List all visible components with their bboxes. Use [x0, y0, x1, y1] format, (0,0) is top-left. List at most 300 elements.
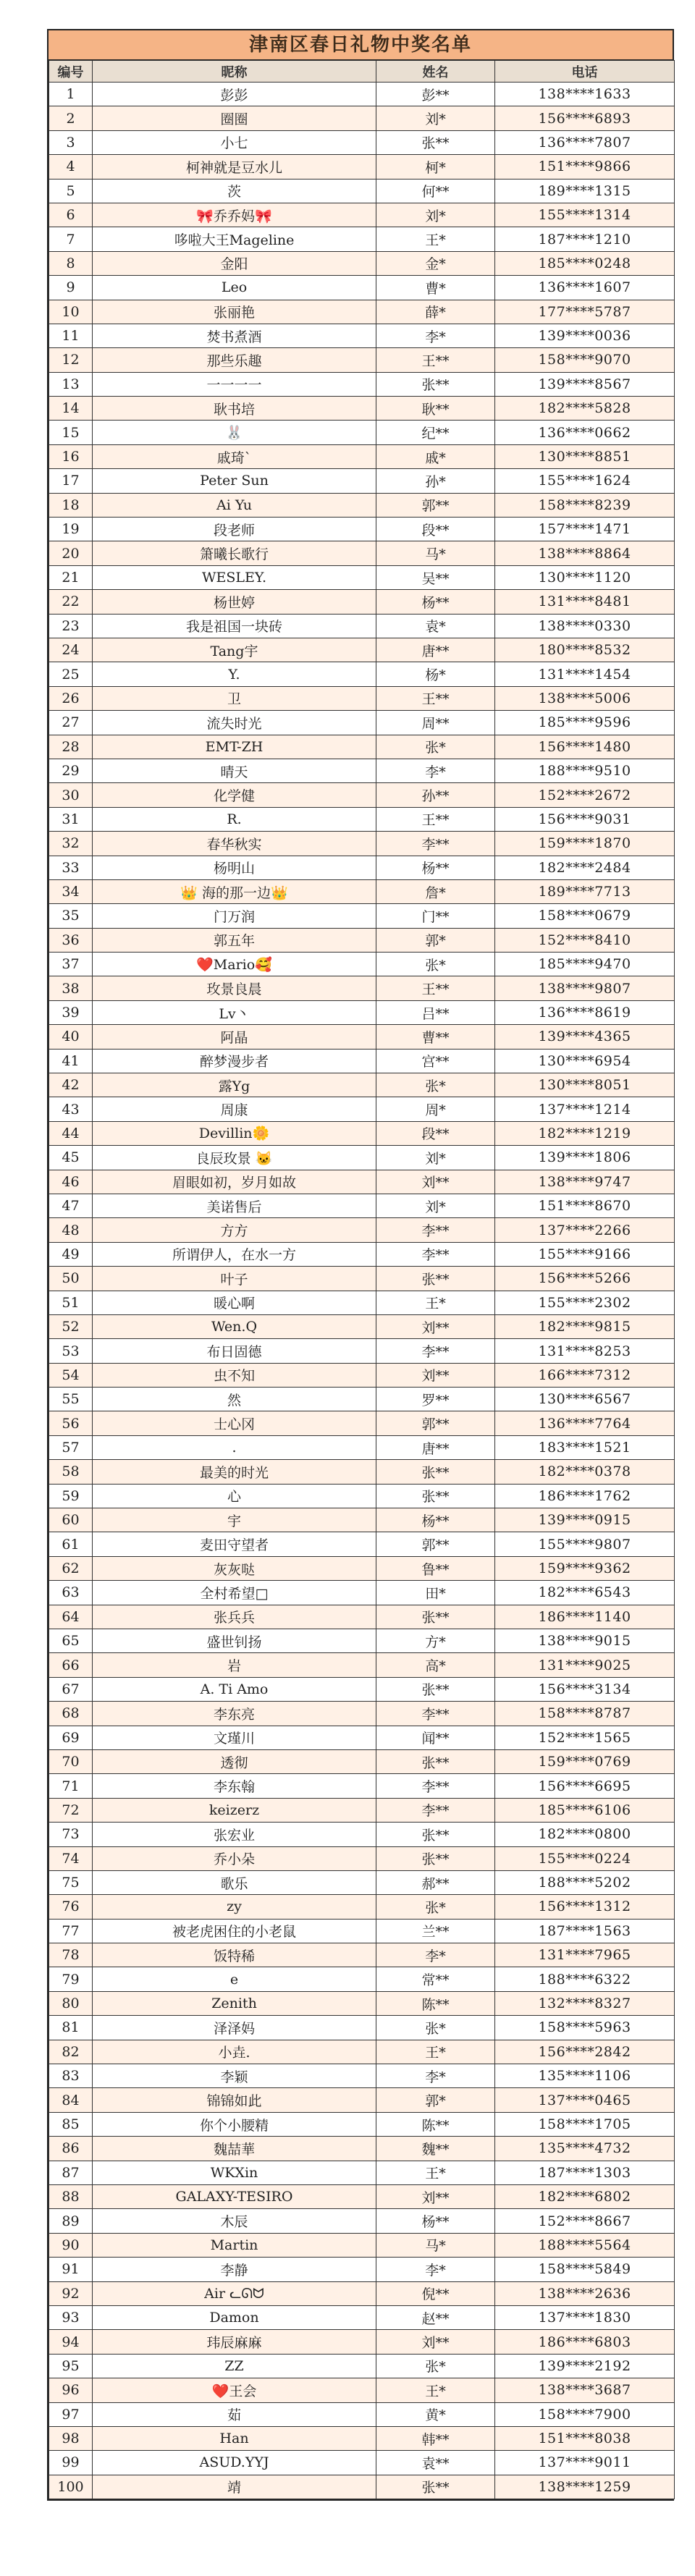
table-row — [49, 904, 675, 928]
cell-phone: 158****7900 — [495, 2402, 675, 2426]
cell-phone: 156****1312 — [495, 1895, 675, 1919]
cell-name: 李* — [376, 2064, 495, 2088]
cell-name: 常** — [376, 1967, 495, 1991]
cell-nickname: EMT-ZH — [93, 735, 376, 759]
table-row — [49, 1870, 675, 1894]
table-row — [49, 2258, 675, 2281]
cell-name: 郭* — [376, 2088, 495, 2112]
cell-number: 88 — [49, 2184, 93, 2208]
cell-nickname: 泽泽妈 — [93, 2016, 376, 2040]
cell-number: 80 — [49, 1991, 93, 2015]
cell-nickname: 露Yg — [93, 1073, 376, 1097]
cell-name: 王* — [376, 1291, 495, 1314]
cell-number: 18 — [49, 493, 93, 517]
table-row — [49, 928, 675, 952]
cell-phone: 138****1259 — [495, 2475, 675, 2499]
cell-phone: 182****2484 — [495, 856, 675, 879]
cell-phone: 187****1303 — [495, 2161, 675, 2184]
cell-name: 李* — [376, 324, 495, 347]
table-row — [49, 300, 675, 324]
cell-number: 45 — [49, 1146, 93, 1170]
cell-number: 46 — [49, 1170, 93, 1194]
cell-name: 李** — [376, 1702, 495, 1726]
cell-nickname: 茨 — [93, 179, 376, 203]
cell-name: 王* — [376, 2040, 495, 2064]
cell-name: 李** — [376, 1798, 495, 1822]
cell-phone: 182****0378 — [495, 1460, 675, 1484]
cell-phone: 138****9807 — [495, 976, 675, 1000]
cell-nickname: 那些乐趣 — [93, 348, 376, 372]
cell-number: 22 — [49, 590, 93, 614]
winner-list-sheet — [47, 29, 674, 2501]
table-row — [49, 686, 675, 710]
table-row — [49, 783, 675, 807]
cell-name: 李** — [376, 1774, 495, 1798]
cell-phone: 139****8567 — [495, 372, 675, 396]
cell-name: 李** — [376, 1242, 495, 1266]
cell-name: 张** — [376, 1267, 495, 1291]
table-row — [49, 1194, 675, 1217]
table-row — [49, 203, 675, 227]
cell-nickname: 🎀乔乔妈🎀 — [93, 203, 376, 227]
cell-phone: 185****6106 — [495, 1798, 675, 1822]
cell-phone: 136****8619 — [495, 1000, 675, 1024]
cell-name: 陈** — [376, 1991, 495, 2015]
cell-name: 周** — [376, 711, 495, 735]
cell-nickname: Ai Yu — [93, 493, 376, 517]
cell-name: 刘** — [376, 1363, 495, 1387]
cell-nickname: 岩 — [93, 1653, 376, 1677]
cell-nickname: 段老师 — [93, 518, 376, 541]
cell-phone: 188****6322 — [495, 1967, 675, 1991]
cell-name: 唐** — [376, 638, 495, 662]
cell-phone: 137****9011 — [495, 2451, 675, 2475]
cell-phone: 155****9807 — [495, 1532, 675, 1556]
cell-phone: 136****0662 — [495, 421, 675, 444]
table-row — [49, 1484, 675, 1508]
cell-nickname: 郭五年 — [93, 928, 376, 952]
cell-name: 李** — [376, 832, 495, 856]
cell-nickname: GALAXY-TESIRO — [93, 2184, 376, 2208]
cell-name: 耿** — [376, 397, 495, 421]
cell-name: 宫** — [376, 1049, 495, 1073]
cell-number: 56 — [49, 1411, 93, 1435]
cell-nickname: Lv丶 — [93, 1000, 376, 1024]
cell-nickname: 李东亮 — [93, 1702, 376, 1726]
cell-nickname: 门万润 — [93, 904, 376, 928]
table-row — [49, 421, 675, 444]
cell-name: 詹* — [376, 879, 495, 903]
cell-name: 吴** — [376, 565, 495, 589]
cell-nickname: 👑 海的那一边👑 — [93, 879, 376, 903]
cell-phone: 182****0800 — [495, 1823, 675, 1846]
cell-number: 81 — [49, 2016, 93, 2040]
cell-name: 刘* — [376, 106, 495, 130]
table-row — [49, 179, 675, 203]
cell-name: 张** — [376, 1484, 495, 1508]
cell-name: 杨** — [376, 590, 495, 614]
table-row — [49, 2451, 675, 2475]
cell-nickname: 我是祖国一块砖 — [93, 614, 376, 638]
cell-phone: 131****8481 — [495, 590, 675, 614]
cell-phone: 139****0036 — [495, 324, 675, 347]
cell-name: 李* — [376, 2258, 495, 2281]
cell-number: 30 — [49, 783, 93, 807]
table-row — [49, 1218, 675, 1242]
cell-number: 44 — [49, 1121, 93, 1145]
cell-phone: 185****9470 — [495, 953, 675, 976]
cell-nickname: 哆啦大王Mageline — [93, 227, 376, 251]
table-row — [49, 1049, 675, 1073]
cell-phone: 135****4732 — [495, 2137, 675, 2161]
table-row — [49, 1895, 675, 1919]
cell-number: 41 — [49, 1049, 93, 1073]
table-row — [49, 106, 675, 130]
cell-number: 32 — [49, 832, 93, 856]
cell-phone: 182****6543 — [495, 1581, 675, 1605]
table-row — [49, 1943, 675, 1967]
cell-phone: 137****1830 — [495, 2305, 675, 2329]
cell-number: 17 — [49, 469, 93, 493]
cell-number: 10 — [49, 300, 93, 324]
table-row — [49, 1411, 675, 1435]
cell-number: 2 — [49, 106, 93, 130]
cell-nickname: 文瑾川 — [93, 1726, 376, 1749]
cell-number: 96 — [49, 2378, 93, 2402]
table-row — [49, 130, 675, 154]
cell-number: 93 — [49, 2305, 93, 2329]
table-row — [49, 1146, 675, 1170]
cell-nickname: WKXin — [93, 2161, 376, 2184]
cell-phone: 151****8670 — [495, 1194, 675, 1217]
cell-nickname: Damon — [93, 2305, 376, 2329]
cell-number: 3 — [49, 130, 93, 154]
cell-phone: 138****3687 — [495, 2378, 675, 2402]
cell-nickname: R. — [93, 807, 376, 831]
cell-number: 70 — [49, 1749, 93, 1773]
cell-nickname: 杨世婷 — [93, 590, 376, 614]
cell-number: 14 — [49, 397, 93, 421]
table-row — [49, 856, 675, 879]
cell-number: 13 — [49, 372, 93, 396]
table-row — [49, 1677, 675, 1701]
table-row — [49, 1073, 675, 1097]
cell-nickname: 透彻 — [93, 1749, 376, 1773]
table-body — [49, 83, 675, 2499]
cell-phone: 189****1315 — [495, 179, 675, 203]
cell-name: 王* — [376, 2161, 495, 2184]
cell-nickname: 士心冈 — [93, 1411, 376, 1435]
table-row — [49, 518, 675, 541]
cell-nickname: 李颖 — [93, 2064, 376, 2088]
cell-number: 90 — [49, 2233, 93, 2257]
cell-name: 李* — [376, 1943, 495, 1967]
cell-name: 薛* — [376, 300, 495, 324]
table-row — [49, 541, 675, 565]
table-row — [49, 2040, 675, 2064]
table-row — [49, 2305, 675, 2329]
table-row — [49, 662, 675, 686]
cell-number: 71 — [49, 1774, 93, 1798]
cell-number: 77 — [49, 1919, 93, 1943]
cell-phone: 132****8327 — [495, 1991, 675, 2015]
cell-number: 47 — [49, 1194, 93, 1217]
cell-name: 王** — [376, 976, 495, 1000]
cell-number: 55 — [49, 1388, 93, 1411]
cell-name: 张** — [376, 1605, 495, 1629]
table-row — [49, 1025, 675, 1049]
cell-number: 85 — [49, 2112, 93, 2136]
cell-name: 彭** — [376, 83, 495, 106]
cell-number: 74 — [49, 1846, 93, 1870]
cell-nickname: 圈圈 — [93, 106, 376, 130]
table-row — [49, 2064, 675, 2088]
cell-name: 郭** — [376, 493, 495, 517]
cell-nickname: 流失时光 — [93, 711, 376, 735]
cell-name: 杨** — [376, 1508, 495, 1532]
cell-number: 72 — [49, 1798, 93, 1822]
table-row — [49, 1967, 675, 1991]
table-row — [49, 469, 675, 493]
cell-phone: 131****9025 — [495, 1653, 675, 1677]
cell-name: 方* — [376, 1629, 495, 1653]
cell-nickname: 心 — [93, 1484, 376, 1508]
cell-phone: 158****5849 — [495, 2258, 675, 2281]
winner-table — [49, 60, 675, 2499]
cell-name: 何** — [376, 179, 495, 203]
table-row — [49, 953, 675, 976]
cell-phone: 156****2842 — [495, 2040, 675, 2064]
cell-phone: 136****7764 — [495, 1411, 675, 1435]
cell-name: 王** — [376, 807, 495, 831]
cell-nickname: 最美的时光 — [93, 1460, 376, 1484]
cell-number: 51 — [49, 1291, 93, 1314]
cell-number: 50 — [49, 1267, 93, 1291]
table-row — [49, 2137, 675, 2161]
cell-nickname: 彭彭 — [93, 83, 376, 106]
table-row — [49, 711, 675, 735]
cell-nickname: 麦田守望者 — [93, 1532, 376, 1556]
table-row — [49, 1532, 675, 1556]
table-row — [49, 1508, 675, 1532]
cell-phone: 131****7965 — [495, 1943, 675, 1967]
table-row — [49, 759, 675, 782]
cell-number: 69 — [49, 1726, 93, 1749]
cell-phone: 159****9362 — [495, 1556, 675, 1580]
cell-phone: 158****5963 — [495, 2016, 675, 2040]
cell-number: 20 — [49, 541, 93, 565]
table-row — [49, 1702, 675, 1726]
cell-name: 刘* — [376, 1194, 495, 1217]
cell-nickname: . — [93, 1435, 376, 1459]
cell-name: 陈** — [376, 2112, 495, 2136]
cell-nickname: 小七 — [93, 130, 376, 154]
cell-phone: 156****6893 — [495, 106, 675, 130]
cell-nickname: ❤️Mario🥰 — [93, 953, 376, 976]
cell-number: 39 — [49, 1000, 93, 1024]
table-row — [49, 1267, 675, 1291]
cell-nickname: 一一一一 — [93, 372, 376, 396]
cell-nickname: 良辰玫景 🐱 — [93, 1146, 376, 1170]
cell-phone: 158****0679 — [495, 904, 675, 928]
cell-name: 杨* — [376, 662, 495, 686]
cell-name: 刘** — [376, 2184, 495, 2208]
cell-nickname: keizerz — [93, 1798, 376, 1822]
cell-name: 郭** — [376, 1411, 495, 1435]
cell-nickname: 方方 — [93, 1218, 376, 1242]
cell-number: 82 — [49, 2040, 93, 2064]
table-row — [49, 2016, 675, 2040]
cell-phone: 138****1633 — [495, 83, 675, 106]
cell-nickname: 你个小腰精 — [93, 2112, 376, 2136]
table-row — [49, 807, 675, 831]
cell-phone: 188****9510 — [495, 759, 675, 782]
cell-nickname: 耿书培 — [93, 397, 376, 421]
cell-name: 郝** — [376, 1870, 495, 1894]
cell-phone: 182****6802 — [495, 2184, 675, 2208]
cell-nickname: 暖心啊 — [93, 1291, 376, 1314]
cell-name: 李* — [376, 759, 495, 782]
cell-nickname: 靖 — [93, 2475, 376, 2499]
cell-name: 孙* — [376, 469, 495, 493]
cell-nickname: 乔小朵 — [93, 1846, 376, 1870]
cell-phone: 151****9866 — [495, 155, 675, 179]
cell-phone: 187****1210 — [495, 227, 675, 251]
cell-nickname: 盛世钊扬 — [93, 1629, 376, 1653]
cell-phone: 138****9015 — [495, 1629, 675, 1653]
cell-nickname: ❤️王会 — [93, 2378, 376, 2402]
table-row — [49, 2161, 675, 2184]
cell-nickname: 叶子 — [93, 1267, 376, 1291]
cell-phone: 166****7312 — [495, 1363, 675, 1387]
cell-phone: 152****2672 — [495, 783, 675, 807]
cell-nickname: zy — [93, 1895, 376, 1919]
cell-phone: 186****1140 — [495, 1605, 675, 1629]
cell-nickname: ASUD.YYJ — [93, 2451, 376, 2475]
table-row — [49, 372, 675, 396]
table-row — [49, 493, 675, 517]
table-row — [49, 1460, 675, 1484]
cell-nickname: 全村希望□ — [93, 1581, 376, 1605]
table-row — [49, 2088, 675, 2112]
cell-number: 27 — [49, 711, 93, 735]
cell-name: 段** — [376, 518, 495, 541]
cell-name: 张** — [376, 372, 495, 396]
cell-number: 7 — [49, 227, 93, 251]
cell-nickname: 虫不知 — [93, 1363, 376, 1387]
cell-nickname: 箫曦长歌行 — [93, 541, 376, 565]
cell-number: 68 — [49, 1702, 93, 1726]
cell-nickname: 魏喆華 — [93, 2137, 376, 2161]
cell-number: 12 — [49, 348, 93, 372]
table-row — [49, 1846, 675, 1870]
cell-nickname: 杨明山 — [93, 856, 376, 879]
cell-name: 戚* — [376, 444, 495, 468]
cell-phone: 157****1471 — [495, 518, 675, 541]
cell-phone: 138****5006 — [495, 686, 675, 710]
cell-phone: 131****1454 — [495, 662, 675, 686]
cell-name: 王* — [376, 227, 495, 251]
cell-name: 张** — [376, 1460, 495, 1484]
cell-name: 袁* — [376, 614, 495, 638]
cell-phone: 186****1762 — [495, 1484, 675, 1508]
cell-nickname: 金阳 — [93, 251, 376, 275]
cell-number: 33 — [49, 856, 93, 879]
cell-phone: 156****9031 — [495, 807, 675, 831]
cell-number: 62 — [49, 1556, 93, 1580]
cell-name: 张** — [376, 1749, 495, 1773]
cell-nickname: 玮辰麻麻 — [93, 2330, 376, 2354]
cell-name: 吕** — [376, 1000, 495, 1024]
cell-name: 张* — [376, 1073, 495, 1097]
table-row — [49, 1919, 675, 1943]
table-row — [49, 276, 675, 300]
cell-nickname: 锦锦如此 — [93, 2088, 376, 2112]
cell-name: 张* — [376, 2016, 495, 2040]
cell-nickname: 玫景良晨 — [93, 976, 376, 1000]
cell-phone: 130****8051 — [495, 1073, 675, 1097]
page-title: 津南区春日礼物中奖名单 — [49, 30, 673, 60]
cell-number: 28 — [49, 735, 93, 759]
cell-name: 张* — [376, 735, 495, 759]
header-nickname: 昵称 — [93, 61, 376, 83]
cell-nickname: 灰灰哒 — [93, 1556, 376, 1580]
cell-name: 门** — [376, 904, 495, 928]
table-row — [49, 1339, 675, 1363]
cell-phone: 177****5787 — [495, 300, 675, 324]
table-row — [49, 83, 675, 106]
table-row — [49, 1291, 675, 1314]
cell-number: 38 — [49, 976, 93, 1000]
cell-number: 43 — [49, 1097, 93, 1121]
cell-number: 92 — [49, 2281, 93, 2305]
table-row — [49, 2233, 675, 2257]
cell-phone: 186****6803 — [495, 2330, 675, 2354]
table-row — [49, 1726, 675, 1749]
cell-phone: 159****0769 — [495, 1749, 675, 1773]
cell-number: 11 — [49, 324, 93, 347]
table-row — [49, 1242, 675, 1266]
cell-name: 刘** — [376, 1170, 495, 1194]
table-row — [49, 2378, 675, 2402]
cell-number: 89 — [49, 2209, 93, 2233]
cell-name: 刘** — [376, 1314, 495, 1338]
cell-name: 孙** — [376, 783, 495, 807]
header-name: 姓名 — [376, 61, 495, 83]
cell-nickname: 被老虎困住的小老鼠 — [93, 1919, 376, 1943]
cell-name: 王** — [376, 686, 495, 710]
table-row — [49, 1581, 675, 1605]
cell-number: 54 — [49, 1363, 93, 1387]
cell-number: 87 — [49, 2161, 93, 2184]
cell-name: 曹** — [376, 1025, 495, 1049]
cell-nickname: 歌乐 — [93, 1870, 376, 1894]
cell-number: 66 — [49, 1653, 93, 1677]
cell-name: 纪** — [376, 421, 495, 444]
cell-name: 黄* — [376, 2402, 495, 2426]
cell-number: 4 — [49, 155, 93, 179]
cell-phone: 183****1521 — [495, 1435, 675, 1459]
cell-name: 刘** — [376, 2330, 495, 2354]
cell-number: 73 — [49, 1823, 93, 1846]
cell-number: 29 — [49, 759, 93, 782]
table-row — [49, 2281, 675, 2305]
cell-phone: 159****1870 — [495, 832, 675, 856]
cell-name: 袁** — [376, 2451, 495, 2475]
cell-name: 李** — [376, 1218, 495, 1242]
table-row — [49, 1991, 675, 2015]
cell-name: 段** — [376, 1121, 495, 1145]
